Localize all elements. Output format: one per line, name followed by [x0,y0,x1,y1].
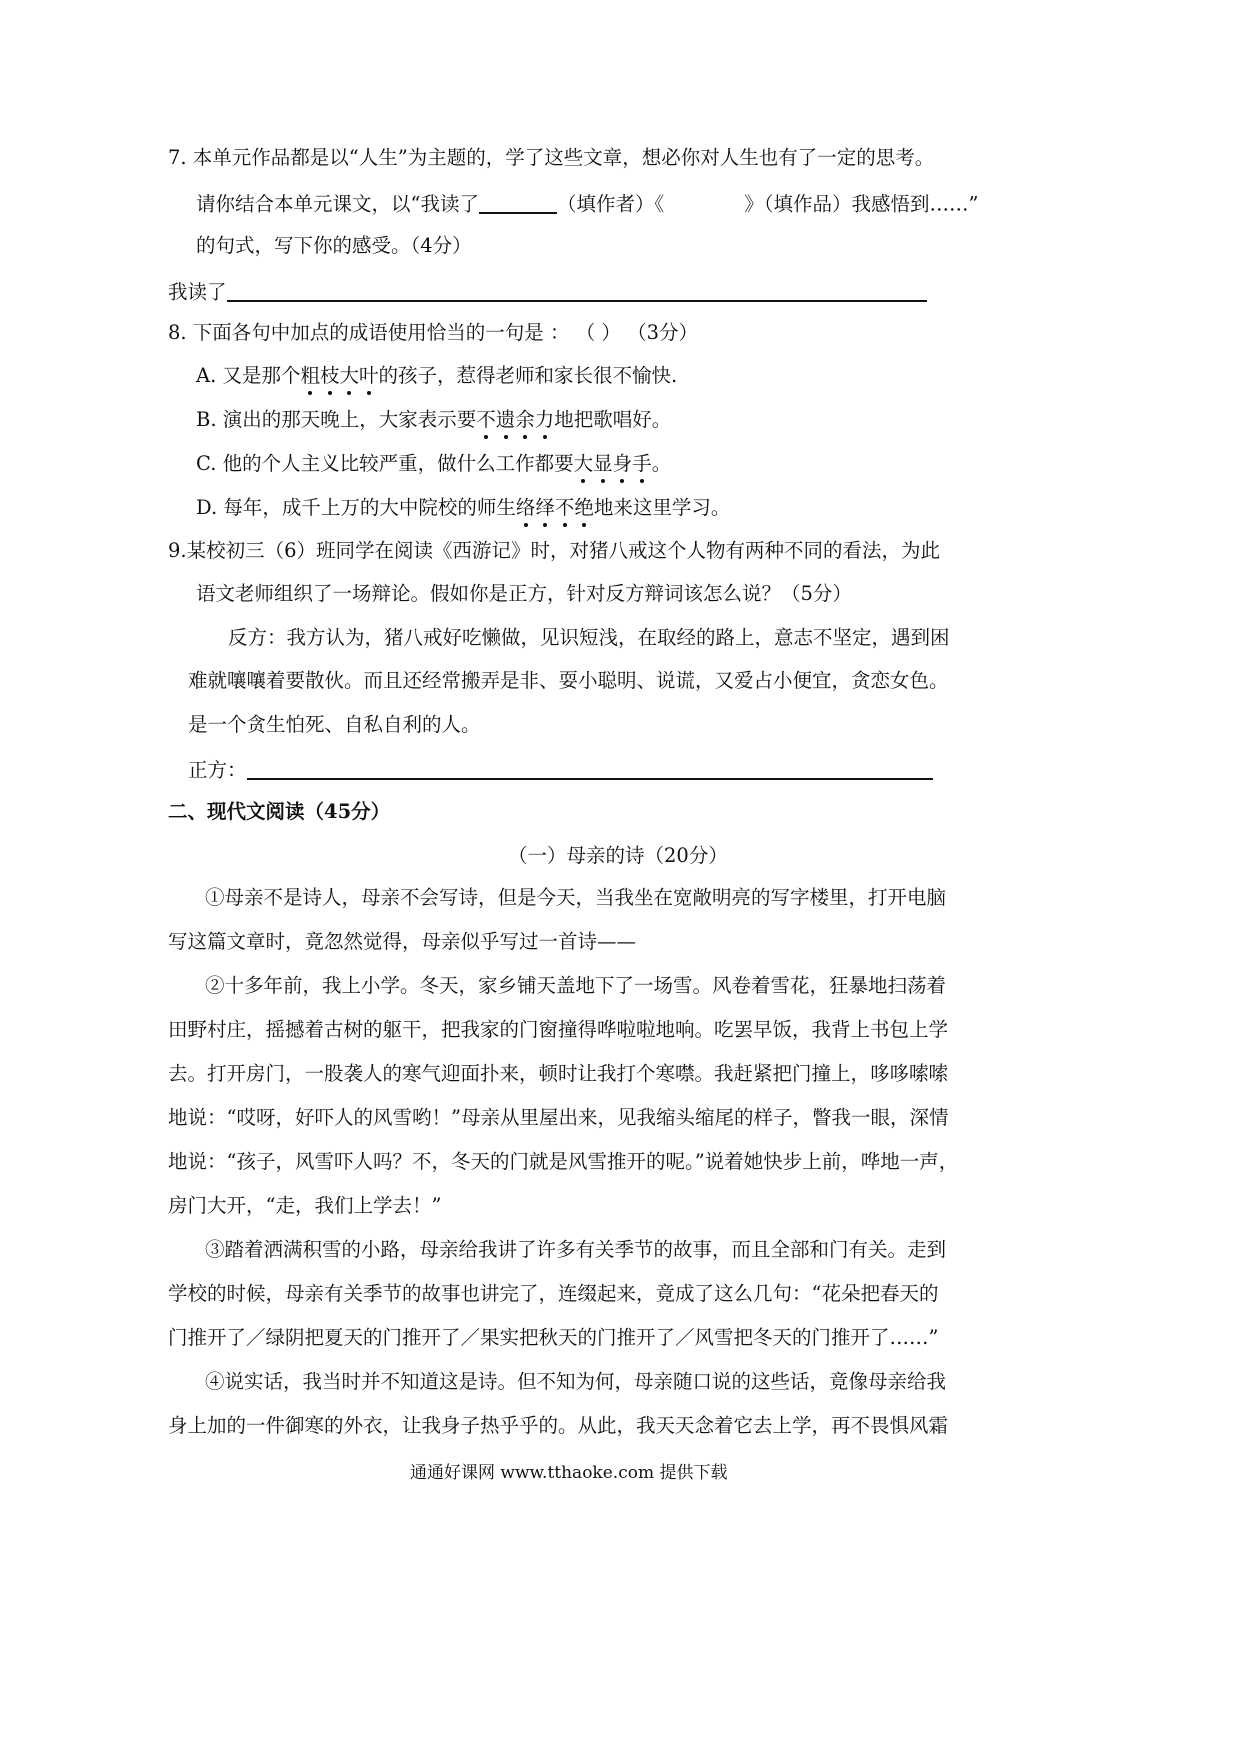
passage-line: 地说：“哎呀，好吓人的风雪哟！”母亲从里屋出来，见我缩头缩尾的样子，瞥我一眼，深情 [168,1106,949,1129]
q9-paragraph-2: 难就嚷嚷着要散伙。而且还经常搬弄是非、耍小聪明、说谎，又爱占小便宜，贪恋女色。 [188,669,949,692]
passage-line: ④说实话，我当时并不知道这是诗。但不知为何，母亲随口说的这些话，竟像母亲给我 [205,1370,947,1393]
emphasis-dot-char: 绎 [535,496,555,519]
emphasis-dot-char: 身 [612,452,633,475]
option-c-idiom [574,452,652,475]
emphasis-dot-char: 不 [476,408,496,431]
option-b-idiom [476,408,554,431]
option-a-idiom [300,364,378,387]
emphasis-dot-char: 枝 [320,364,340,387]
emphasis-dot-char: 大 [573,452,594,475]
emphasis-dot-char: 叶 [359,364,379,387]
q8-option-a[interactable] [196,366,677,386]
q8-option-c[interactable] [196,454,671,474]
page-footer: 通通好课网 www.tthaoke.com 提供下载 [410,1463,728,1483]
passage-line: ①母亲不是诗人，母亲不会写诗，但是今天，当我坐在宽敞明亮的写字楼里，打开电脑 [205,886,947,909]
q7-line-2a: 请你结合本单元课文，以“我读了 [196,192,479,216]
passage-line: 学校的时候，母亲有关季节的故事也讲完了，连缀起来，竟成了这么几句：“花朵把春天的 [168,1282,939,1305]
option-d-idiom [516,496,594,519]
q9-answer-prefix: 正方： [188,758,247,782]
q9-paragraph-1: 反方：我方认为，猪八戒好吃懒做，见识短浅，在取经的路上，意志不坚定，遇到困 [228,626,950,649]
option-a-pre: A. 又是那个 [196,364,301,387]
emphasis-dot-char: 络 [515,496,536,519]
emphasis-dot-char: 显 [593,452,613,475]
q7-line-2 [196,192,978,214]
emphasis-dot-char: 遗 [495,408,516,431]
passage-line: 身上加的一件御寒的外衣，让我身子热乎乎的。从此，我天天念着它去上学，再不畏惧风霜 [168,1414,949,1437]
emphasis-dot-char: 大 [339,364,360,387]
q9-answer-blank[interactable] [247,758,933,780]
passage-line: 写这篇文章时，竟忽然觉得，母亲似乎写过一首诗—— [168,930,637,953]
q8-stem: 8. 下面各句中加点的成语使用恰当的一句是 ： （ ） （3分） [168,321,699,344]
section-heading: 二、现代文阅读（45分） [168,800,391,823]
q7-line-1: 7. 本单元作品都是以“人生”为主题的，学了这些文章，想必你对人生也有了一定的思考。 [168,146,935,169]
passage-line: ③踏着洒满积雪的小路，母亲给我讲了许多有关季节的故事，而且全部和门有关。走到 [205,1238,947,1261]
emphasis-dot-char: 手 [632,452,652,475]
q7-answer-prefix: 我读了 [168,280,227,304]
q7-line-2c: 》（填作品）我感悟到……” [744,192,979,216]
q9-paragraph-3: 是一个贪生怕死、自私自利的人。 [188,713,481,736]
author-blank[interactable] [479,192,557,214]
emphasis-dot-char: 不 [554,496,575,519]
emphasis-dot-char: 余 [515,408,535,431]
option-b-post: 地把歌唱好。 [554,408,672,431]
option-a-post: 的孩子，惹得老师和家长很不愉快. [378,364,678,387]
emphasis-dot-char: 力 [534,408,555,431]
option-b-pre: B. 演出的那天晚上，大家表示要 [196,408,477,431]
passage-line: 田野村庄，摇撼着古树的躯干，把我家的门窗撞得哗啦啦地响。吃罢早饭，我背上书包上学 [168,1018,949,1041]
q8-option-d[interactable] [196,498,730,518]
option-d-pre: D. 每年，成千上万的大中院校的师生 [196,496,516,519]
passage-line: ②十多年前，我上小学。冬天，家乡铺天盖地下了一场雪。风卷着雪花，狂暴地扫荡着 [205,974,947,997]
passage-line: 去。打开房门，一股袭人的寒气迎面扑来，顿时让我打个寒噤。我赶紧把门撞上，哆哆嗦嗦 [168,1062,949,1085]
q7-answer-line [168,280,927,302]
option-c-pre: C. 他的个人主义比较严重，做什么工作都要 [196,452,574,475]
q8-option-b[interactable] [196,410,671,430]
q7-answer-blank[interactable] [227,280,927,302]
option-d-post: 地来这里学习。 [593,496,731,519]
emphasis-dot-char: 粗 [300,364,320,387]
q9-answer-line [188,758,933,780]
option-c-post: 。 [651,452,672,475]
emphasis-dot-char: 绝 [574,496,594,519]
q7-line-2b: （填作者）《 [556,192,665,216]
q9-line-2: 语文老师组织了一场辩论。假如你是正方，针对反方辩词该怎么说？（5分） [196,582,852,605]
q9-line-1: 9.某校初三（6）班同学在阅读《西游记》时，对猪八戒这个人物有两种不同的看法，为此 [168,539,941,562]
passage-title: （一）母亲的诗（20分） [508,844,728,867]
passage-line: 地说：“孩子，风雪吓人吗？不，冬天的门就是风雪推开的呢。”说着她快步上前，哗地一声， [168,1150,959,1173]
q7-line-3: 的句式，写下你的感受。（4分） [196,234,472,257]
passage-line: 门推开了／绿阴把夏天的门推开了／果实把秋天的门推开了／风雪把冬天的门推开了……” [168,1326,939,1349]
passage-line: 房门大开，“走，我们上学去！” [168,1194,442,1217]
